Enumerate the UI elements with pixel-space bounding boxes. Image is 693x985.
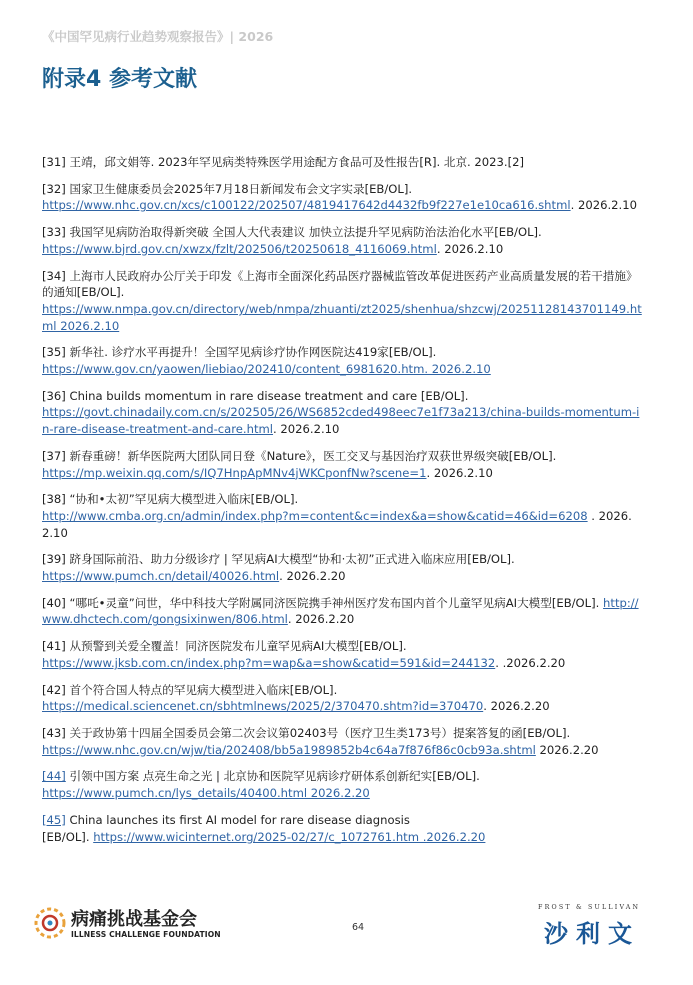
reference-item-40: [42, 595, 642, 628]
reference-item-33: [42, 224, 642, 257]
reference-link[interactable]: https://www.nhc.gov.cn/xcs/c100122/202507/4819417642d4432fb9f227e1e10ca616.shtml: [42, 198, 571, 213]
reference-number[interactable]: [45]: [42, 812, 66, 827]
reference-date: . 2026.2.10: [273, 422, 340, 437]
reference-text: [36] China builds momentum in rare disease treatment and care [EB/OL].: [42, 388, 469, 403]
reference-text: [43] 关于政协第十四届全国委员会第二次会议第02403号（医疗卫生类173号）提案答复的函[EB/OL].: [42, 725, 571, 740]
reference-item-32: [42, 181, 642, 214]
reference-text: [31] 王靖，邱文娟等. 2023年罕见病类特殊医学用途配方食品可及性报告[R]. 北京. 2023.[2]: [42, 155, 525, 169]
reference-link[interactable]: https://govt.chinadaily.com.cn/s/202505/26/WS6852cded498eec7e1f73a213/china-builds-momentum-in-rare-disease-treatment-and-care.html: [42, 405, 640, 437]
reference-item-41: [42, 638, 642, 671]
frost-sullivan-name-cn: 沙利文: [544, 920, 640, 948]
reference-text: [32] 国家卫生健康委员会2025年7月18日新闻发布会文字实录[EB/OL].: [42, 181, 413, 196]
reference-link[interactable]: https://www.nhc.gov.cn/wjw/tia/202408/bb5a1989852b4c64a7f876f86c0cb93a.shtml: [42, 742, 536, 757]
foundation-name-en: ILLNESS CHALLENGE FOUNDATION: [71, 930, 221, 939]
reference-item-43: [42, 725, 642, 758]
reference-text: [37] 新春重磅！新华医院两大团队同日登《Nature》，医工交叉与基因治疗双获世界级突破[EB/OL].: [42, 448, 557, 463]
reference-text: [35] 新华社. 诊疗水平再提升！全国罕见病诊疗协作网医院达419家[EB/OL].: [42, 345, 437, 360]
reference-date: . 2026.2.10: [426, 465, 493, 480]
reference-date: . 2026.2.20: [483, 699, 550, 714]
reference-link[interactable]: http://www.cmba.org.cn/admin/index.php?m=content&c=index&a=show&catid=46&id=6208: [42, 508, 588, 523]
reference-item-34: [42, 268, 642, 335]
reference-link[interactable]: https://www.pumch.cn/lys_details/40400.html 2026.2.20: [42, 786, 370, 801]
foundation-emblem-icon: [33, 906, 67, 940]
reference-item-37: [42, 448, 642, 481]
reference-link[interactable]: https://www.wicinternet.org/2025-02/27/c_1072761.htm .2026.2.20: [93, 829, 486, 844]
page-number: 64: [351, 922, 365, 933]
reference-link[interactable]: https://www.pumch.cn/detail/40026.html: [42, 569, 280, 584]
frost-sullivan-name-en: FROST & SULLIVAN: [538, 904, 641, 911]
report-header: 《中国罕见病行业趋势观察报告》| 2026: [42, 29, 274, 44]
reference-date: 2026.2.20: [535, 742, 599, 757]
reference-text: [38] “协和•太初”罕见病大模型进入临床[EB/OL].: [42, 492, 299, 507]
reference-item-39: [42, 551, 642, 584]
reference-text: [33] 我国罕见病防治取得新突破 全国人大代表建议 加快立法提升罕见病防治法治化水平[EB/OL].: [42, 225, 542, 240]
reference-text: [34] 上海市人民政府办公厅关于印发《上海市全面深化药品医疗器械监管改革促进医药产业高质量发展的若干措施》的通知[EB/OL].: [42, 268, 638, 300]
reference-date: . 2026.2.10: [436, 241, 504, 256]
reference-date: . .2026.2.20: [495, 655, 566, 670]
reference-text: [41] 从预警到关爱全覆盖！同济医院发布儿童罕见病AI大模型[EB/OL].: [42, 639, 407, 654]
reference-date: . 2026.2.20: [279, 569, 346, 584]
reference-item-44: [42, 768, 642, 801]
reference-item-45: [42, 812, 642, 845]
reference-text: [39] 跻身国际前沿、助力分级诊疗 | 罕见病AI大模型“协和·太初”正式进入临床应用[EB/OL].: [42, 552, 515, 567]
foundation-name-cn: 病痛挑战基金会: [71, 909, 197, 930]
reference-link[interactable]: https://www.nmpa.gov.cn/directory/web/nmpa/zhuanti/zt2025/shenhua/shzcwj/20251128143701149.html 2026.2.10: [42, 301, 642, 333]
reference-item-35: [42, 344, 642, 377]
reference-link[interactable]: http://www.dhctech.com/gongsixinwen/806.html: [42, 595, 639, 627]
reference-date: . 2026.2.10: [570, 198, 637, 213]
reference-item-36: [42, 388, 642, 438]
reference-link[interactable]: https://www.jksb.com.cn/index.php?m=wap&a=show&catid=591&id=244132: [42, 655, 496, 670]
reference-item-42: [42, 682, 642, 715]
reference-item-38: [42, 491, 642, 541]
reference-link[interactable]: https://www.bjrd.gov.cn/xwzx/fzlt/202506/t20250618_4116069.html: [42, 241, 437, 256]
reference-list: [42, 154, 642, 855]
reference-text: 引领中国方案 点亮生命之光 | 北京协和医院罕见病诊疗研体系创新纪实[EB/OL].: [65, 769, 480, 784]
reference-link[interactable]: https://mp.weixin.qq.com/s/IQ7HnpApMNv4jWKCponfNw?scene=1: [42, 465, 427, 480]
reference-date: . 2026.2.20: [287, 612, 355, 627]
frost-sullivan-logo: [530, 904, 660, 948]
reference-date: . 2026.2.10: [42, 508, 632, 540]
illness-challenge-foundation-logo: [33, 904, 233, 944]
reference-prefix: [EB/OL].: [42, 829, 94, 844]
reference-text: China launches its first AI model for rare disease diagnosis: [65, 812, 410, 827]
page-title: 附录4 参考文献: [42, 67, 197, 92]
reference-link[interactable]: https://medical.sciencenet.cn/sbhtmlnews/2025/2/370470.shtm?id=370470: [42, 699, 484, 714]
reference-text: [40] “哪吒•灵童”问世，华中科技大学附属同济医院携手神州医疗发布国内首个儿童罕见病AI大模型[EB/OL].: [42, 595, 600, 610]
reference-item-31: [42, 154, 642, 171]
reference-text: [42] 首个符合国人特点的罕见病大模型进入临床[EB/OL].: [42, 682, 338, 697]
reference-number[interactable]: [44]: [42, 769, 66, 784]
reference-link[interactable]: https://www.gov.cn/yaowen/liebiao/202410/content_6981620.htm. 2026.2.10: [42, 362, 491, 377]
